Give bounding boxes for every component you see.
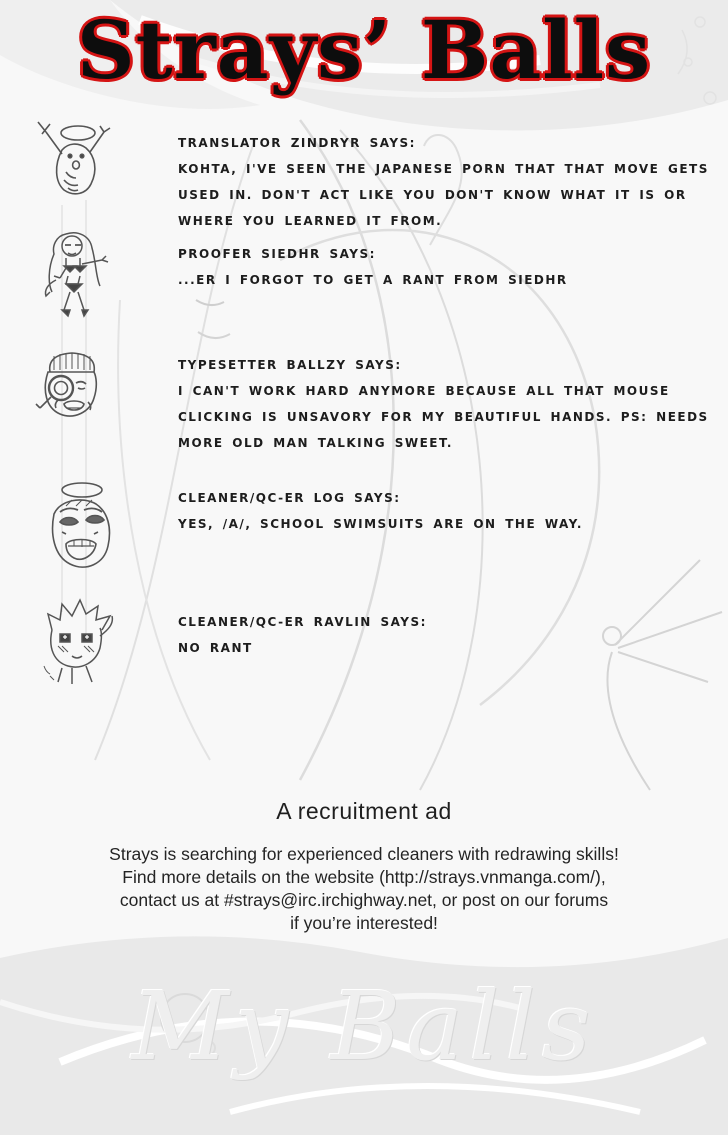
credit-block-zindryr bbox=[178, 130, 728, 234]
credit-block-log bbox=[178, 485, 728, 537]
recruitment-line: contact us at #strays@irc.irchighway.net, or post on our forums bbox=[119, 890, 609, 910]
credit-rant: KOHTA, I'VE SEEN THE JAPANESE PORN THAT THAT MOVE GETS USED IN. DON'T ACT LIKE YOU DON'T KNOW WHAT IT IS OR WHERE YOU LEARNED IT FROM. bbox=[178, 162, 709, 228]
recruitment-line: if you’re interested! bbox=[290, 913, 438, 933]
credit-rant: ...ER I FORGOT TO GET A RANT FROM SIEDHR bbox=[178, 273, 568, 287]
credit-role-line: CLEANER/QC-ER RAVLIN SAYS: bbox=[178, 615, 427, 629]
avatar-log-haloed-angry-face-icon bbox=[36, 480, 121, 578]
credit-role-line: PROOFER SIEDHR SAYS: bbox=[178, 247, 376, 261]
avatar-ballzy-monocle-old-man-icon bbox=[28, 350, 113, 438]
watermark-text: My Balls bbox=[131, 972, 597, 1082]
credit-rant: I CAN'T WORK HARD ANYMORE BECAUSE ALL THAT MOUSE CLICKING IS UNSAVORY FOR MY BEAUTIFUL HANDS. PS: NEEDS MORE OLD MAN TALKING SWEET. bbox=[178, 384, 709, 450]
credit-role-line: TYPESETTER BALLZY SAYS: bbox=[178, 358, 402, 372]
credit-rant: NO RANT bbox=[178, 641, 253, 655]
recruitment-line: Strays is searching for experienced cleaners with redrawing skills! bbox=[109, 844, 619, 864]
credit-block-ballzy bbox=[178, 352, 728, 456]
credit-rant: YES, /A/, SCHOOL SWIMSUITS ARE ON THE WAY. bbox=[178, 517, 583, 531]
recruitment-line: Find more details on the website (http://strays.vnmanga.com/), bbox=[122, 867, 606, 887]
page-title: Strays’ Balls bbox=[76, 3, 652, 97]
credit-role-line: CLEANER/QC-ER LOG SAYS: bbox=[178, 491, 401, 505]
recruitment-heading: A recruitment ad bbox=[276, 798, 452, 824]
credit-block-siedhr bbox=[178, 241, 728, 293]
credit-role-line: TRANSLATOR ZINDRYR SAYS: bbox=[178, 136, 416, 150]
credit-block-ravlin bbox=[178, 609, 728, 661]
avatar-zindryr-haloed-puppeteer-icon bbox=[28, 120, 118, 220]
recruitment-body bbox=[0, 843, 728, 935]
avatar-ravlin-blushing-boy-icon bbox=[32, 596, 127, 694]
avatar-siedhr-bikini-girl-icon bbox=[38, 228, 113, 323]
